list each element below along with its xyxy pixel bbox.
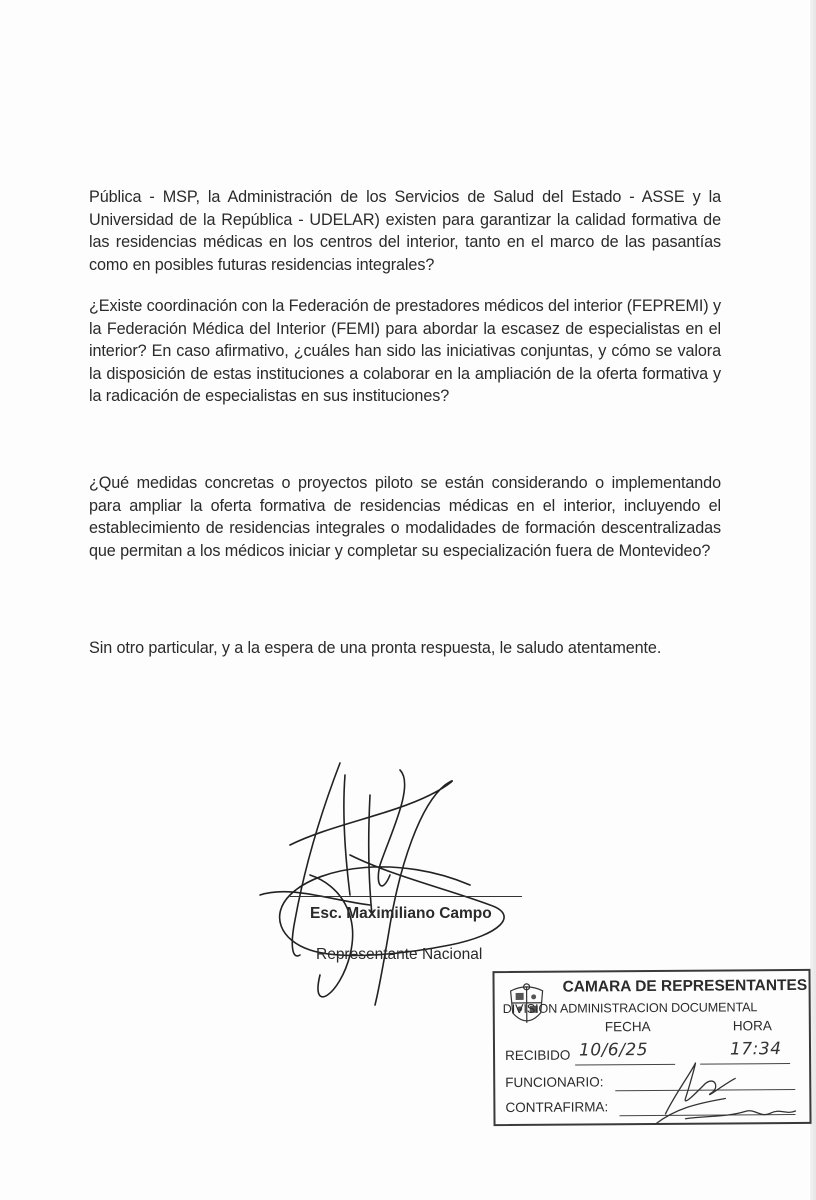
paragraph-2: ¿Existe coordinación con la Federación de prestadores médicos del interior (FEPREMI) y la Federación Médica del Interior (FEMI) para abordar la escasez de especialistas en el interior? En caso afirmativo, ¿cuáles han sido las iniciativas conjuntas, y cómo se valora la disposición de estas instituciones a colaborar en la ampliación de la oferta formativa y la radicación de especialistas en sus instituciones? — [89, 297, 721, 405]
stamp-hora-label: HORA — [732, 1018, 772, 1034]
paragraph-3: ¿Qué medidas concretas o proyectos piloto se están considerando o implementando para ampliar la oferta formativa de residencias médicas en el interior, incluyendo el establecimiento de residencias integrales o modalidades de formación descentralizadas que permitan a los médicos iniciar y completar su especialización fuera de Montevideo? — [89, 474, 721, 560]
received-time: 17:34 — [729, 1039, 782, 1060]
closing-paragraph: Sin otro particular, y a la espera de una pronta respuesta, le saludo atentamente. — [89, 639, 662, 657]
received-date: 10/6/25 — [578, 1040, 649, 1061]
stamp-funcionario-label: FUNCIONARIO: — [505, 1074, 604, 1091]
stamp-contrafirma-label: CONTRAFIRMA: — [505, 1099, 609, 1116]
reception-stamp — [492, 969, 811, 1126]
stamp-fecha-label: FECHA — [604, 1019, 651, 1035]
signature-line — [290, 896, 522, 897]
page-edge-shadow — [810, 0, 816, 1200]
stamp-initials — [635, 1053, 816, 1134]
stamp-title: CAMARA DE REPRESENTANTES — [562, 976, 808, 996]
paragraph-1: Pública - MSP, la Administración de los Servicios de Salud del Estado - ASSE y la Universidad de la República - UDELAR) existen para garantizar la calidad formativa de las residencias médicas en los centros del interior, tanto en el marco de las pasantías como en posibles futuras residencias integrales? — [89, 188, 721, 274]
stamp-recibido-label: RECIBIDO — [505, 1047, 571, 1064]
signatory-name: Esc. Maximiliano Campo — [310, 905, 492, 922]
signatory-title: Representante Nacional — [316, 946, 483, 963]
stamp-subtitle: DIVISION ADMINISTRACION DOCUMENTAL — [502, 1000, 758, 1017]
